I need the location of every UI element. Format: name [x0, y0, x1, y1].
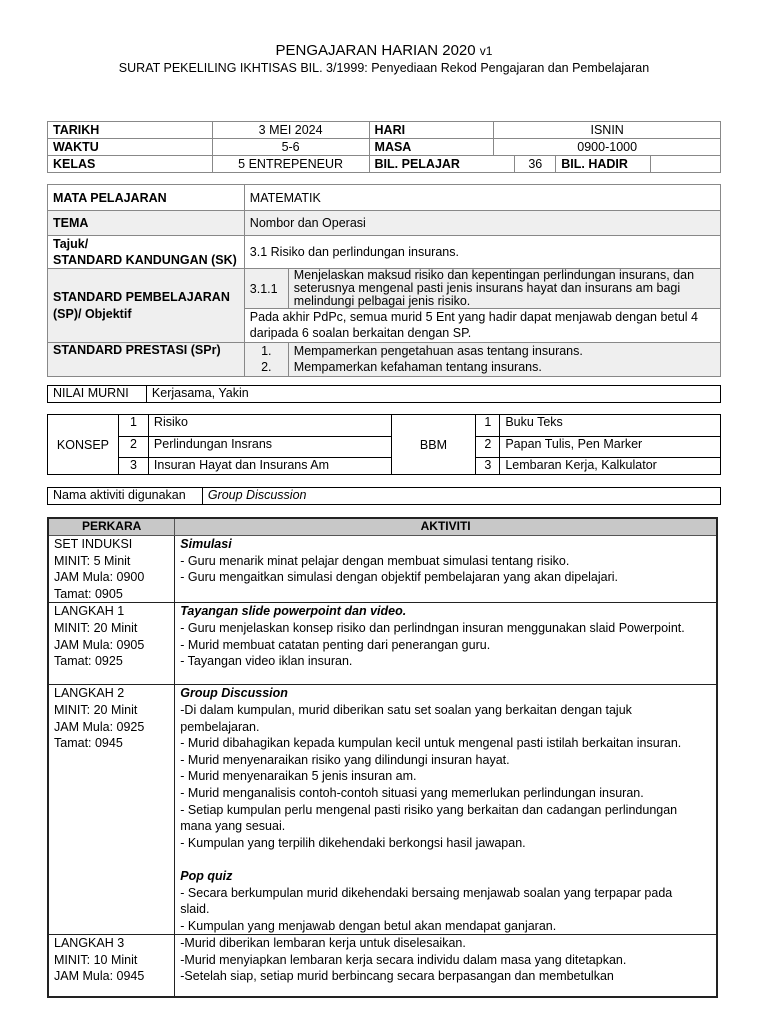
tarikh-value: 3 MEI 2024 [212, 122, 369, 139]
bil-pelajar-label: BIL. PELAJAR [369, 156, 515, 173]
langkah3-line: -Murid menyiapkan lembaran kerja secara individu dalam masa yang ditetapkan. [180, 952, 627, 967]
langkah2-title: LANGKAH 2 [54, 686, 125, 701]
langkah1-heading: Tayangan slide powerpoint dan video. [180, 604, 407, 619]
bbm-item-3: Lembaran Kerja, Kalkulator [500, 458, 721, 475]
langkah2-line: - Setiap kumpulan perlu mengenal pasti risiko yang berkaitan dan cadangan perlindungan [180, 802, 678, 817]
langkah1-tamat: Tamat: 0925 [54, 654, 123, 669]
sp-code: 3.1.1 [244, 269, 288, 309]
nilai-value: Kerjasama, Yakin [146, 386, 720, 403]
langkah1-activity [175, 603, 717, 685]
title-version: v1 [479, 44, 493, 58]
tema-value: Nombor dan Operasi [244, 211, 720, 236]
tajuk-value: 3.1 Risiko dan perlindungan insurans. [244, 236, 720, 269]
aktiviti-header: AKTIVITI [175, 518, 717, 536]
langkah2-line: mana yang sesuai. [180, 819, 286, 834]
set-induksi-line: - Guru menarik minat pelajar dengan membuat simulasi tentang risiko. [180, 553, 570, 568]
konsep-num-3: 3 [118, 458, 148, 475]
spr-label: STANDARD PRESTASI (SPr) [48, 343, 245, 377]
tajuk-label-line2: STANDARD KANDUNGAN (SK) [53, 253, 237, 267]
langkah1-info [48, 603, 175, 685]
bbm-num-2: 2 [476, 437, 500, 458]
langkah3-line: -Murid diberikan lembaran kerja untuk diselesaikan. [180, 936, 466, 951]
masa-label: MASA [369, 139, 494, 156]
set-induksi-line: - Guru mengaitkan simulasi dengan objektif pembelajaran yang akan dipelajari. [180, 570, 619, 585]
set-induksi-title: SET INDUKSI [54, 537, 133, 551]
konsep-item-1: Risiko [148, 415, 391, 437]
hari-value: ISNIN [494, 122, 721, 139]
pop-quiz-line: - Kumpulan yang menjawab dengan betul akan mendapat ganjaran. [180, 918, 557, 933]
set-induksi-tamat: Tamat: 0905 [54, 586, 123, 601]
konsep-num-2: 2 [118, 437, 148, 458]
set-induksi-minit: MINIT: 5 Minit [54, 553, 131, 568]
langkah3-line: -Setelah siap, setiap murid berbincang secara berpasangan dan membetulkan [180, 969, 614, 984]
langkah1-title: LANGKAH 1 [54, 604, 125, 619]
set-induksi-activity [175, 536, 717, 603]
langkah3-title: LANGKAH 3 [54, 936, 125, 951]
spr-num-1: 1. [261, 344, 272, 358]
langkah2-heading: Group Discussion [180, 686, 288, 701]
langkah2-minit: MINIT: 20 Minit [54, 702, 138, 717]
info-table [47, 121, 721, 173]
bil-hadir-value [651, 156, 721, 173]
nama-aktiviti-table [47, 487, 721, 505]
langkah2-line: - Murid menyenaraikan 5 jenis insuran am. [180, 769, 417, 784]
set-induksi-mula: JAM Mula: 0900 [54, 570, 145, 585]
spacer [180, 851, 711, 868]
set-induksi-info [48, 536, 175, 603]
spr-numbers [244, 343, 288, 377]
langkah1-line: - Tayangan video iklan insuran. [180, 654, 353, 669]
langkah2-tamat: Tamat: 0945 [54, 736, 123, 751]
nama-aktiviti-label: Nama aktiviti digunakan [48, 488, 203, 505]
nama-aktiviti-value: Group Discussion [202, 488, 720, 505]
langkah1-mula: JAM Mula: 0905 [54, 637, 145, 652]
langkah1-line: - Murid membuat catatan penting dari penerangan guru. [180, 637, 491, 652]
langkah2-mula: JAM Mula: 0925 [54, 719, 145, 734]
nilai-label: NILAI MURNI [48, 386, 147, 403]
kelas-value: 5 ENTREPENEUR [212, 156, 369, 173]
bil-hadir-label: BIL. HADIR [556, 156, 651, 173]
langkah2-line: -Di dalam kumpulan, murid diberikan satu set soalan yang berkaitan dengan tajuk [180, 702, 632, 717]
langkah3-activity [175, 935, 717, 997]
tajuk-label-line1: Tajuk/ [53, 237, 89, 251]
langkah2-info [48, 685, 175, 935]
bbm-item-2: Papan Tulis, Pen Marker [500, 437, 721, 458]
konsep-bbm-table [47, 414, 721, 475]
objektif-text: Pada akhir PdPc, semua murid 5 Ent yang hadir dapat menjawab dengan betul 4 daripada 6 soalan berkaitan dengan SP. [244, 309, 720, 343]
mata-pelajaran-label: MATA PELAJARAN [48, 185, 245, 211]
activities-table [47, 517, 718, 998]
bbm-item-1: Buku Teks [500, 415, 721, 437]
spr-text-1: Mempamerkan pengetahuan asas tentang insurans. [293, 344, 583, 358]
pop-quiz-heading: Pop quiz [180, 868, 233, 883]
langkah1-line: - Guru menjelaskan konsep risiko dan perlindngan insuran menggunakan slaid Powerpoint. [180, 620, 685, 635]
waktu-label: WAKTU [48, 139, 213, 156]
sp-label-line1: STANDARD PEMBELAJARAN [53, 289, 230, 304]
langkah3-info [48, 935, 175, 997]
pop-quiz-line: slaid. [180, 902, 210, 917]
langkah2-activity [175, 685, 717, 935]
document-title [0, 42, 768, 59]
waktu-value: 5-6 [212, 139, 369, 156]
konsep-num-1: 1 [118, 415, 148, 437]
tajuk-label [48, 236, 245, 269]
perkara-header: PERKARA [48, 518, 175, 536]
sp-text: Menjelaskan maksud risiko dan kepentingan perlindungan insurans, dan seterusnya mengenal pasti jenis insurans hayat dan insurans am bagi melindungi pelbagai jenis risiko. [288, 269, 720, 309]
langkah3-minit: MINIT: 10 Minit [54, 952, 138, 967]
bil-pelajar-value: 36 [515, 156, 556, 173]
masa-value: 0900-1000 [494, 139, 721, 156]
konsep-item-3: Insuran Hayat dan Insurans Am [148, 458, 391, 475]
sp-label-line2: (SP)/ Objektif [53, 306, 132, 321]
langkah2-line: - Murid dibahagikan kepada kumpulan kecil untuk mengenal pasti istilah berkaitan insuran. [180, 736, 682, 751]
spr-num-2: 2. [261, 360, 272, 374]
langkah2-line: - Murid menyenaraikan risiko yang dilindungi insuran hayat. [180, 752, 510, 767]
langkah2-line: - Kumpulan yang terpilih dikehendaki berkongsi hasil jawapan. [180, 835, 526, 850]
document-subtitle: SURAT PEKELILING IKHTISAS BIL. 3/1999: Penyediaan Rekod Pengajaran dan Pembelajaran [118, 61, 650, 75]
bbm-label: BBM [391, 415, 476, 475]
nilai-table [47, 385, 721, 403]
konsep-label: KONSEP [48, 415, 119, 475]
langkah2-line: - Murid menganalisis contoh-contoh situasi yang memerlukan perlindungan insuran. [180, 785, 644, 800]
langkah2-line: pembelajaran. [180, 719, 260, 734]
bbm-num-1: 1 [476, 415, 500, 437]
langkah1-minit: MINIT: 20 Minit [54, 620, 138, 635]
set-induksi-heading: Simulasi [180, 537, 232, 551]
subject-table [47, 184, 721, 377]
title-text: PENGAJARAN HARIAN 2020 [275, 42, 476, 59]
konsep-item-2: Perlindungan Insrans [148, 437, 391, 458]
pop-quiz-line: - Secara berkumpulan murid dikehendaki bersaing menjawab soalan yang terpapar pada [180, 885, 673, 900]
spr-texts [288, 343, 720, 377]
kelas-label: KELAS [48, 156, 213, 173]
langkah3-mula: JAM Mula: 0945 [54, 969, 145, 984]
spr-text-2: Mempamerkan kefahaman tentang insurans. [293, 360, 542, 374]
hari-label: HARI [369, 122, 494, 139]
mata-pelajaran-value: MATEMATIK [244, 185, 720, 211]
bbm-num-3: 3 [476, 458, 500, 475]
sp-label [48, 269, 245, 343]
tema-label: TEMA [48, 211, 245, 236]
tarikh-label: TARIKH [48, 122, 213, 139]
